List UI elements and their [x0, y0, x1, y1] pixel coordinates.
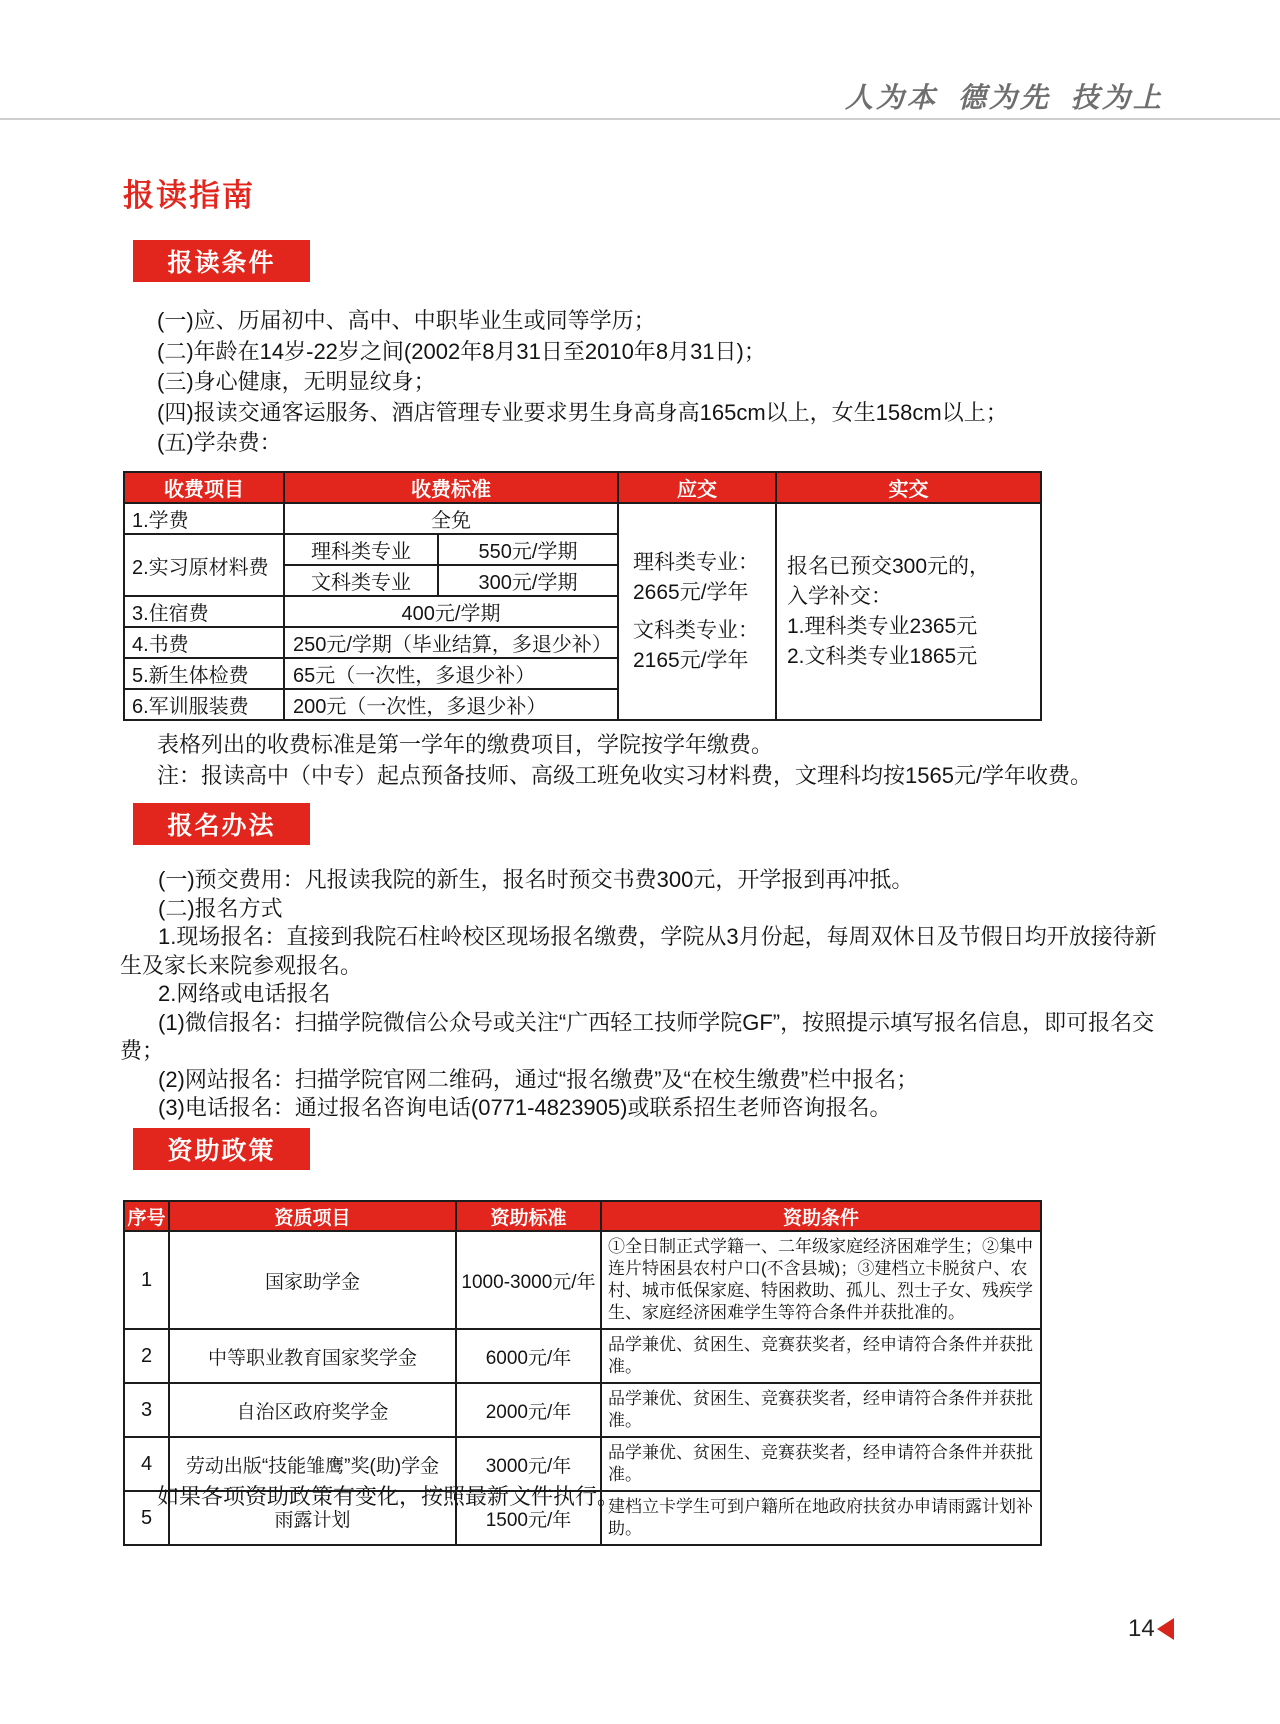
fee-material-liberal-value: 300元/学期: [438, 565, 618, 596]
payable-line: 2165元/学年: [633, 648, 749, 672]
aid-row-no: 2: [124, 1329, 169, 1383]
aid-row-standard: 1500元/年: [456, 1491, 601, 1545]
payable-line: 文科类专业：: [633, 618, 759, 642]
registration-paragraph: 2.网络或电话报名: [158, 981, 331, 1006]
registration-text: [120, 866, 1168, 1123]
aid-row-item: 自治区政府奖学金: [169, 1383, 456, 1437]
fee-table: [123, 471, 1042, 721]
aid-header-item: 资质项目: [169, 1201, 456, 1231]
fee-material-science-value: 550元/学期: [438, 534, 618, 565]
conditions-list: [120, 306, 1176, 459]
aid-row-condition: 建档立卡学生可到户籍所在地政府扶贫办申请雨露计划补助。: [601, 1491, 1041, 1545]
fee-material-liberal-label: 文科类专业: [284, 565, 438, 596]
aid-row-standard: 2000元/年: [456, 1383, 601, 1437]
aid-row-condition: 品学兼优、贫困生、竞赛获奖者，经申请符合条件并获批准。: [601, 1383, 1041, 1437]
page-title: 报读指南: [123, 178, 255, 213]
aid-row-standard: 6000元/年: [456, 1329, 601, 1383]
aid-row-condition: 品学兼优、贫困生、竞赛获奖者，经申请符合条件并获批准。: [601, 1437, 1041, 1491]
fee-note: 注：报读高中（中专）起点预备技师、高级工班免收实习材料费，文理科均按1565元/学年收费。: [157, 763, 1093, 788]
fee-item-lodging: 3.住宿费: [124, 596, 284, 627]
section-banner-registration: 报名办法: [133, 803, 310, 845]
fee-payable-cell: [618, 503, 776, 720]
aid-row-item: 劳动出版“技能雏鹰”奖(助)学金: [169, 1437, 456, 1491]
aid-table-header-row: [124, 1201, 1041, 1231]
registration-paragraph: (二)报名方式: [158, 895, 283, 921]
aid-row-item: 国家助学金: [169, 1231, 456, 1329]
aid-footnote: 如果各项资助政策有变化，按照最新文件执行。: [157, 1484, 620, 1509]
fee-item-physical: 5.新生体检费: [124, 658, 284, 689]
aid-row-standard: 1000-3000元/年: [456, 1231, 601, 1329]
payable-line: 理科类专业：: [633, 550, 759, 574]
actual-line: 入学补交：: [787, 584, 892, 608]
condition-item: (二)年龄在14岁-22岁之间(2002年8月31日至2010年8月31日)；: [157, 338, 766, 364]
fee-item-books: 4.书费: [124, 627, 284, 658]
fee-item-tuition: 1.学费: [124, 503, 284, 534]
fee-note: 表格列出的收费标准是第一学年的缴费项目，学院按学年缴费。: [157, 732, 774, 757]
fee-value-books: 250元/学期（毕业结算，多退少补）: [284, 627, 618, 658]
section-banner-conditions: 报读条件: [133, 240, 310, 282]
aid-row-standard: 3000元/年: [456, 1437, 601, 1491]
payable-line: 2665元/学年: [633, 580, 749, 604]
page-corner-triangle-icon: [1157, 1618, 1174, 1640]
page-number: [1128, 1615, 1174, 1643]
fee-item-uniform: 6.军训服装费: [124, 689, 284, 720]
aid-row-no: 3: [124, 1383, 169, 1437]
fee-notes: [120, 729, 1176, 791]
actual-line: 2.文科类专业1865元: [787, 644, 978, 668]
table-row: [124, 1231, 1041, 1329]
aid-row-condition: 品学兼优、贫困生、竞赛获奖者，经申请符合条件并获批准。: [601, 1329, 1041, 1383]
school-motto: 人为本 德为先 技为上: [844, 83, 1164, 114]
aid-row-item: 雨露计划: [169, 1491, 456, 1545]
actual-line: 1.理科类专业2365元: [787, 614, 978, 638]
table-row: [124, 1329, 1041, 1383]
section-banner-aid: 资助政策: [133, 1128, 310, 1170]
actual-line: 报名已预交300元的，: [787, 554, 991, 578]
fee-material-science-label: 理科类专业: [284, 534, 438, 565]
aid-row-no: 5: [124, 1491, 169, 1545]
fee-table-header-row: [124, 472, 1041, 503]
page-number-value: 14: [1128, 1615, 1155, 1642]
condition-item: (四)报读交通客运服务、酒店管理专业要求男生身高身高165cm以上，女生158cm以上；: [157, 399, 1008, 425]
fee-value-tuition: 全免: [284, 503, 618, 534]
registration-paragraph: (1)微信报名：扫描学院微信公众号或关注“广西轻工技师学院GF”，按照提示填写报名信息，即可报名交费；: [120, 1009, 1155, 1063]
fee-value-lodging: 400元/学期: [284, 596, 618, 627]
registration-paragraph: (3)电话报名：通过报名咨询电话(0771-4823905)或联系招生老师咨询报名。: [158, 1095, 892, 1120]
condition-item: (五)学杂费：: [157, 430, 282, 455]
condition-item: (一)应、历届初中、高中、中职毕业生或同等学历；: [157, 308, 656, 333]
registration-paragraph: 1.现场报名：直接到我院石柱岭校区现场报名缴费，学院从3月份起，每周双休日及节假日均开放接待新生及家长来院参观报名。: [120, 924, 1157, 978]
aid-row-no: 4: [124, 1437, 169, 1491]
aid-row-condition: ①全日制正式学籍一、二年级家庭经济困难学生；②集中连片特困县农村户口(不含县城)；③建档立卡脱贫户、农村、城市低保家庭、特困救助、孤儿、烈士子女、残疾学生、家庭经济困难学生等符合条件并获批准的。: [601, 1231, 1041, 1329]
table-row: [124, 503, 1041, 534]
aid-header-condition: 资助条件: [601, 1201, 1041, 1231]
fee-value-uniform: 200元（一次性，多退少补）: [284, 689, 618, 720]
fee-value-physical: 65元（一次性，多退少补）: [284, 658, 618, 689]
aid-row-no: 1: [124, 1231, 169, 1329]
fee-header-item: 收费项目: [124, 472, 284, 503]
aid-row-item: 中等职业教育国家奖学金: [169, 1329, 456, 1383]
fee-header-payable: 应交: [618, 472, 776, 503]
table-row: [124, 1383, 1041, 1437]
aid-header-standard: 资助标准: [456, 1201, 601, 1231]
fee-header-standard: 收费标准: [284, 472, 618, 503]
fee-item-material: 2.实习原材料费: [124, 534, 284, 596]
registration-paragraph: (2)网站报名：扫描学院官网二维码，通过“报名缴费”及“在校生缴费”栏中报名；: [158, 1066, 919, 1092]
fee-header-actual: 实交: [776, 472, 1041, 503]
aid-header-no: 序号: [124, 1201, 169, 1231]
header-divider: [0, 118, 1280, 120]
condition-item: (三)身心健康，无明显纹身；: [157, 369, 436, 394]
fee-actual-cell: [776, 503, 1041, 720]
registration-paragraph: (一)预交费用：凡报读我院的新生，报名时预交书费300元，开学报到再冲抵。: [158, 867, 914, 892]
